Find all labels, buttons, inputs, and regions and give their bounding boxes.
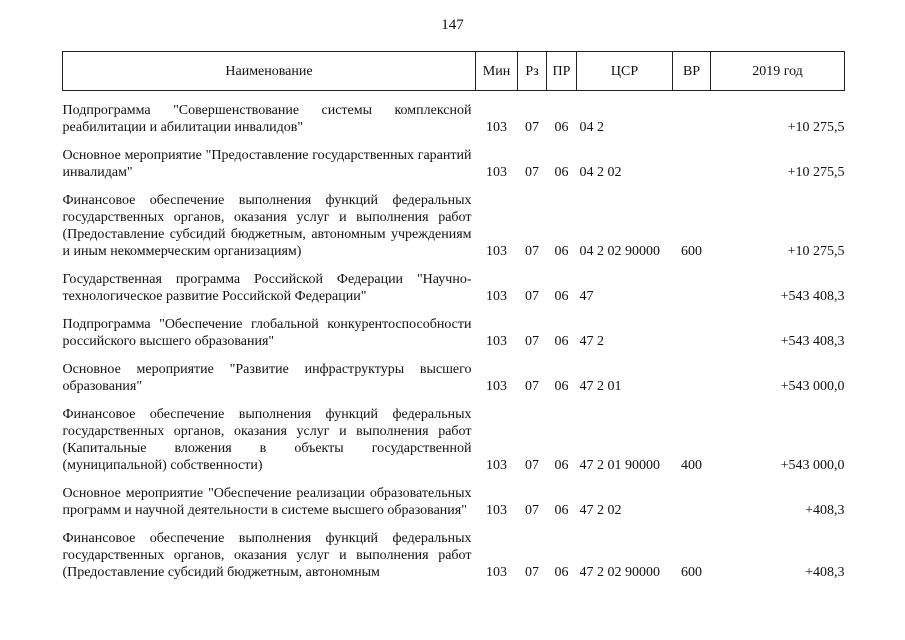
- row-spacer: [63, 136, 845, 147]
- row-value: +543 408,3: [780, 334, 845, 349]
- header-name: Наименование: [63, 52, 476, 91]
- table-row: [63, 102, 845, 136]
- row-spacer: [63, 474, 845, 485]
- row-vr: 600: [681, 244, 702, 259]
- row-name: Финансовое обеспечение выполнения функций федеральных государственных органов, оказания услуг и выполнения работ (Капитальные вложения в объекты государственной (муниципальной) собственности): [62, 407, 472, 473]
- row-rz: 07: [525, 458, 539, 473]
- table-row: [63, 406, 845, 474]
- row-vr: 400: [681, 458, 702, 473]
- header-rz: Рз: [518, 52, 547, 91]
- row-value: +543 408,3: [780, 289, 845, 304]
- row-pr: 06: [554, 165, 569, 180]
- budget-table: [62, 51, 845, 581]
- page-number: 147: [441, 17, 464, 33]
- row-spacer: [63, 181, 845, 192]
- header-vr: ВР: [673, 52, 711, 91]
- row-value: +408,3: [805, 565, 845, 580]
- table-row: [63, 485, 845, 519]
- row-name: Финансовое обеспечение выполнения функций федеральных государственных органов, оказания услуг и выполнения работ (Предоставление субсидий бюджетным, автономным: [62, 531, 472, 580]
- row-name: Основное мероприятие "Обеспечение реализации образовательных программ и научной деятельности в системе высшего образования": [62, 486, 472, 518]
- row-pr: 06: [554, 379, 569, 394]
- header-pr: ПР: [547, 52, 577, 91]
- table-row: [63, 316, 845, 350]
- row-pr: 06: [554, 458, 569, 473]
- row-spacer-cell: [63, 181, 845, 192]
- table-row: [63, 192, 845, 260]
- row-vr: [673, 361, 711, 395]
- row-spacer-cell: [63, 305, 845, 316]
- row-name: Подпрограмма "Совершенствование системы комплексной реабилитации и абилитации инвалидов": [62, 103, 472, 135]
- row-csr: 47 2: [579, 334, 604, 349]
- row-name: Государственная программа Российской Федерации "Научно-технологическое развитие Российской Федерации": [62, 272, 472, 304]
- row-value: +10 275,5: [787, 120, 845, 135]
- row-min: 103: [486, 289, 507, 304]
- row-spacer-cell: [63, 136, 845, 147]
- row-rz: 07: [525, 244, 539, 259]
- budget-table-container: [62, 51, 844, 581]
- row-vr: [673, 316, 711, 350]
- row-vr: [673, 147, 711, 181]
- row-pr: 06: [554, 334, 569, 349]
- row-min: 103: [486, 120, 507, 135]
- row-min: 103: [486, 334, 507, 349]
- table-row: [63, 530, 845, 581]
- row-spacer-cell: [63, 350, 845, 361]
- row-value: +10 275,5: [787, 244, 845, 259]
- row-spacer: [63, 395, 845, 406]
- row-rz: 07: [525, 165, 539, 180]
- row-value: +543 000,0: [780, 379, 845, 394]
- row-name: Основное мероприятие "Предоставление государственных гарантий инвалидам": [62, 148, 472, 180]
- row-value: +543 000,0: [780, 458, 845, 473]
- row-pr: 06: [554, 503, 569, 518]
- header-year: 2019 год: [711, 52, 845, 91]
- row-value: +408,3: [805, 503, 845, 518]
- row-rz: 07: [525, 379, 539, 394]
- row-rz: 07: [525, 565, 539, 580]
- row-spacer-cell: [63, 519, 845, 530]
- row-rz: 07: [525, 289, 539, 304]
- row-spacer-cell: [63, 260, 845, 271]
- row-min: 103: [486, 165, 507, 180]
- row-pr: 06: [554, 244, 569, 259]
- row-csr: 04 2 02: [579, 165, 622, 180]
- row-pr: 06: [554, 565, 569, 580]
- row-min: 103: [486, 565, 507, 580]
- header-min: Мин: [476, 52, 518, 91]
- row-pr: 06: [554, 120, 569, 135]
- row-name: Основное мероприятие "Развитие инфраструктуры высшего образования": [62, 362, 472, 394]
- row-pr: 06: [554, 289, 569, 304]
- row-csr: 04 2 02 90000: [579, 244, 660, 259]
- table-row: [63, 361, 845, 395]
- table-row: [63, 271, 845, 305]
- row-spacer-cell: [63, 395, 845, 406]
- row-vr: 600: [681, 565, 702, 580]
- table-header-row: [63, 52, 845, 91]
- row-csr: 47 2 01: [579, 379, 622, 394]
- table-row: [63, 147, 845, 181]
- row-vr: [673, 271, 711, 305]
- row-csr: 47 2 02 90000: [579, 565, 660, 580]
- row-csr: 47 2 01 90000: [579, 458, 660, 473]
- row-spacer: [63, 519, 845, 530]
- row-min: 103: [486, 458, 507, 473]
- row-spacer: [63, 260, 845, 271]
- row-csr: 04 2: [579, 120, 604, 135]
- row-spacer: [63, 91, 845, 103]
- row-csr: 47: [579, 289, 594, 304]
- row-spacer: [63, 350, 845, 361]
- row-rz: 07: [525, 503, 539, 518]
- row-min: 103: [486, 503, 507, 518]
- header-csr: ЦСР: [577, 52, 673, 91]
- row-spacer-cell: [63, 474, 845, 485]
- row-vr: [673, 485, 711, 519]
- row-name: Подпрограмма "Обеспечение глобальной конкурентоспособности российского высшего образования": [62, 317, 472, 349]
- row-value: +10 275,5: [787, 165, 845, 180]
- row-min: 103: [486, 379, 507, 394]
- row-vr: [673, 102, 711, 136]
- table-body: [63, 91, 845, 582]
- row-spacer: [63, 305, 845, 316]
- row-min: 103: [486, 244, 507, 259]
- row-rz: 07: [525, 120, 539, 135]
- row-spacer-cell: [63, 91, 845, 103]
- row-csr: 47 2 02: [579, 503, 622, 518]
- row-name: Финансовое обеспечение выполнения функций федеральных государственных органов, оказания услуг и выполнения работ (Предоставление субсидий бюджетным, автономным учреждениям и иным некоммерческим организациям): [62, 193, 472, 259]
- row-rz: 07: [525, 334, 539, 349]
